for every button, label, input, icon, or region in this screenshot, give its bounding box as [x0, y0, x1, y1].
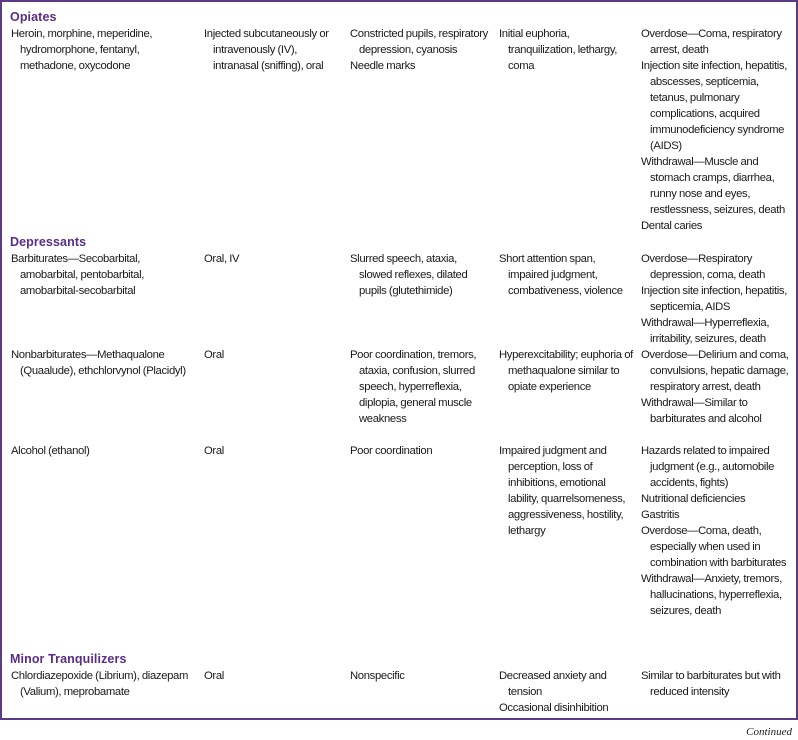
cell-entry: Nonbarbiturates—Methaqualone (Quaalude), ethchlorvynol (Placidyl) — [11, 349, 186, 377]
row-nonbarbiturates-physical — [350, 347, 492, 427]
cell-entry: Overdose—Coma, respiratory arrest, death — [641, 28, 782, 56]
cell-entry: Oral, IV — [204, 253, 240, 265]
cell-entry: Withdrawal—Hyperreflexia, irritability, seizures, death — [641, 317, 770, 345]
cell-entry: Alcohol (ethanol) — [11, 445, 90, 457]
row-tranquilizers-behavioral — [499, 668, 633, 716]
row-alcohol-complications — [641, 443, 791, 619]
cell-entry: Heroin, morphine, meperidine, hydromorphone, fentanyl, methadone, oxycodone — [11, 28, 153, 72]
cell-entry: Injected subcutaneously or intravenously (IV), intranasal (sniffing), oral — [204, 28, 329, 72]
row-nonbarbiturates-substance — [11, 347, 196, 379]
row-barbiturates-route — [204, 251, 341, 267]
cell-entry: Constricted pupils, respiratory depression, cyanosis — [350, 28, 488, 56]
row-tranquilizers-route — [204, 668, 341, 684]
cell-entry: Withdrawal—Anxiety, tremors, hallucinations, hyperreflexia, seizures, death — [641, 573, 782, 617]
section-heading-opiates: Opiates — [10, 10, 57, 24]
cell-entry: Withdrawal—Muscle and stomach cramps, diarrhea, runny nose and eyes, restlessness, seizures, death — [641, 156, 785, 216]
cell-entry: Overdose—Delirium and coma, convulsions, hepatic damage, respiratory arrest, death — [641, 349, 789, 393]
cell-entry: Gastritis — [641, 509, 680, 521]
cell-entry: Nonspecific — [350, 670, 405, 682]
continued-label: Continued — [746, 726, 792, 738]
row-tranquilizers-complications — [641, 668, 791, 700]
row-barbiturates-complications — [641, 251, 791, 347]
cell-entry: Injection site infection, hepatitis, septicemia, AIDS — [641, 285, 788, 313]
row-opiates-substance — [11, 26, 196, 74]
cell-entry: Similar to barbiturates but with reduced intensity — [641, 670, 781, 698]
section-heading-depressants: Depressants — [10, 235, 87, 249]
cell-entry: Injection site infection, hepatitis, abscesses, septicemia, tetanus, pulmonary complications, acquired immunodeficiency syndrome (AIDS) — [641, 60, 788, 152]
cell-entry: Barbiturates—Secobarbital, amobarbital, pentobarbital, amobarbital-secobarbital — [11, 253, 145, 297]
row-barbiturates-behavioral — [499, 251, 633, 299]
cell-entry: Nutritional deficiencies — [641, 493, 746, 505]
row-opiates-route — [204, 26, 341, 74]
cell-entry: Oral — [204, 349, 224, 361]
row-opiates-behavioral — [499, 26, 633, 74]
cell-entry: Oral — [204, 445, 224, 457]
row-alcohol-route — [204, 443, 341, 459]
row-nonbarbiturates-behavioral — [499, 347, 633, 395]
row-nonbarbiturates-route — [204, 347, 341, 363]
cell-entry: Overdose—Respiratory depression, coma, death — [641, 253, 766, 281]
cell-entry: Occasional disinhibition — [499, 702, 609, 714]
cell-entry: Chlordiazepoxide (Librium), diazepam (Valium), meprobamate — [11, 670, 189, 698]
row-barbiturates-substance — [11, 251, 196, 299]
cell-entry: Hyperexcitability; euphoria of methaqualone similar to opiate experience — [499, 349, 633, 393]
row-opiates-physical — [350, 26, 492, 74]
cell-entry: Oral — [204, 670, 224, 682]
cell-entry: Overdose—Coma, death, especially when used in combination with barbiturates — [641, 525, 787, 569]
row-tranquilizers-physical — [350, 668, 492, 684]
row-alcohol-substance — [11, 443, 196, 459]
row-barbiturates-physical — [350, 251, 492, 299]
cell-entry: Poor coordination, tremors, ataxia, confusion, slurred speech, hyperreflexia, diplopia, general muscle weakness — [350, 349, 477, 425]
cell-entry: Needle marks — [350, 60, 416, 72]
cell-entry: Slurred speech, ataxia, slowed reflexes, dilated pupils (glutethimide) — [350, 253, 468, 297]
row-nonbarbiturates-complications — [641, 347, 791, 427]
cell-entry: Impaired judgment and perception, loss of inhibitions, emotional lability, quarrelsomeness, aggressiveness, hostility, lethargy — [499, 445, 626, 537]
cell-entry: Poor coordination — [350, 445, 433, 457]
row-alcohol-behavioral — [499, 443, 633, 539]
row-tranquilizers-substance — [11, 668, 196, 700]
row-opiates-complications — [641, 26, 791, 234]
cell-entry: Hazards related to impaired judgment (e.g., automobile accidents, fights) — [641, 445, 775, 489]
section-heading-minor-tranquilizers: Minor Tranquilizers — [10, 652, 127, 666]
row-alcohol-physical — [350, 443, 492, 459]
cell-entry: Short attention span, impaired judgment, combativeness, violence — [499, 253, 623, 297]
cell-entry: Dental caries — [641, 220, 703, 232]
cell-entry: Initial euphoria, tranquilization, lethargy, coma — [499, 28, 618, 72]
cell-entry: Withdrawal—Similar to barbiturates and alcohol — [641, 397, 762, 425]
cell-entry: Decreased anxiety and tension — [499, 670, 607, 698]
